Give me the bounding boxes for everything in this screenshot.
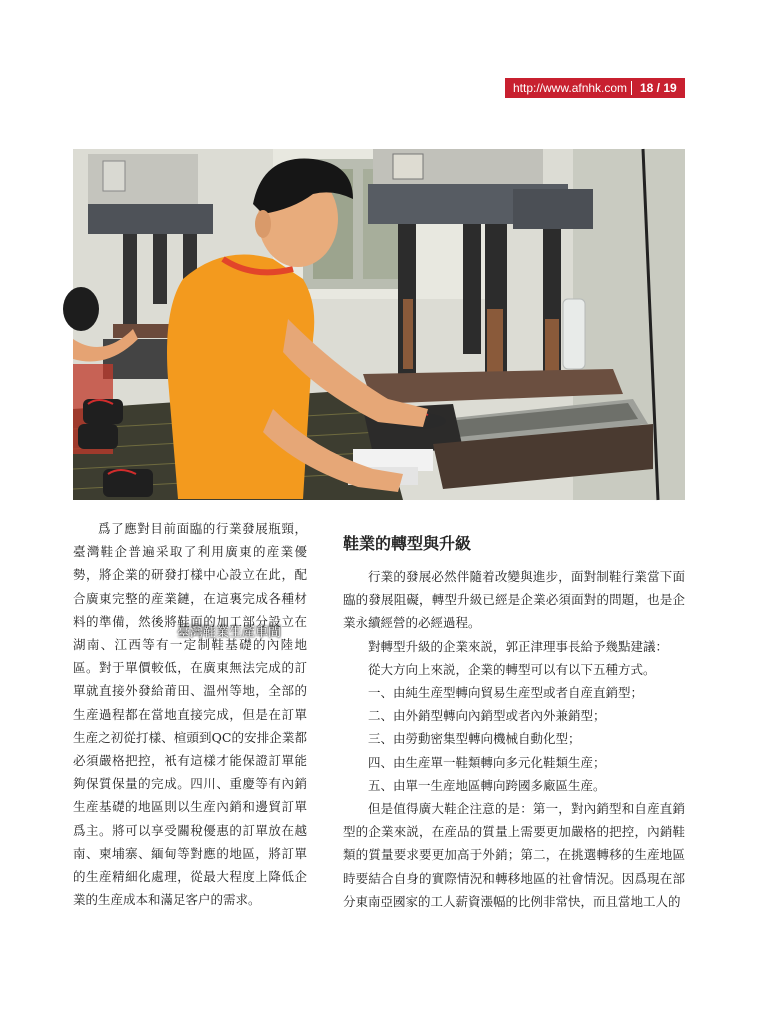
section-title: 鞋業的轉型與升級 — [343, 534, 472, 553]
list-item: 五、由單一生産地區轉向跨國多廠區生産。 — [368, 777, 606, 793]
site-url-link[interactable]: http://www.afnhk.com — [513, 81, 628, 95]
photo-caption: 臺灣鞋業生產車間 — [177, 625, 282, 640]
left-column — [73, 517, 307, 911]
advice-paragraph: 對轉型升級的企業來説，郭正津理事長給予幾點建議： — [368, 638, 669, 654]
ways-intro-paragraph: 從大方向上來説，企業的轉型可以有以下五種方式。 — [368, 661, 656, 677]
header-badge — [505, 78, 685, 98]
left-column-paragraph: 爲了應對目前面臨的行業發展瓶頸，臺灣鞋企普遍采取了利用廣東的産業優勢，將企業的研發打樣中心設立在此，配合廣東完整的産業鏈，在這裏完成各種材料的準備，然後將鞋面的加工部分設立在湖南、江西等有一定制鞋基礎的內陸地區。對于單價較低，在廣東無法完成的訂單就直接外發給莆田、溫州等地，全部的生産過程都在當地直接完成，但是在訂單生産之初從打樣、楦頭到QC的安排企業都必須嚴格把控，衹有這樣才能保證訂單能夠保質保量的完成。四川、重慶等有內銷生産基礎的地區則以生産內銷和邊貿訂單爲主。將可以享受關稅優惠的訂單放在越南、柬埔寨、緬甸等對應的地區，將訂單的生産精細化處理，從最大程度上降低企業的生産成本和滿足客户的需求。 — [73, 521, 307, 908]
list-item: 二、由外銷型轉向內銷型或者內外兼銷型； — [368, 708, 606, 724]
page-number: 18 / 19 — [640, 81, 677, 95]
intro-paragraph: 行業的發展必然伴隨着改變與進步，面對制鞋行業當下面臨的發展阻礙，轉型升級已經是企業必須面對的問題，也是企業永續經營的必經過程。 — [343, 569, 685, 631]
header-divider — [631, 81, 632, 95]
closing-paragraph: 但是值得廣大鞋企注意的是：第一，對內銷型和自産直銷型的企業來説，在産品的質量上需要更加嚴格的把控，內銷鞋類的質量要求要更加高于外銷；第二，在挑選轉移的生産地區時要結合自身的實際情況和轉移地區的社會情況。因爲現在部分東南亞國家的工人薪資漲幅的比例非常快，而且當地工人的 — [343, 801, 685, 909]
list-item: 一、由純生産型轉向貿易生産型或者自産直銷型； — [368, 685, 644, 701]
list-item: 四、由生産單一鞋類轉向多元化鞋類生産； — [368, 754, 606, 770]
factory-photo-illustration — [73, 149, 685, 500]
list-item: 三、由勞動密集型轉向機械自動化型； — [368, 731, 581, 747]
right-column — [343, 531, 685, 913]
